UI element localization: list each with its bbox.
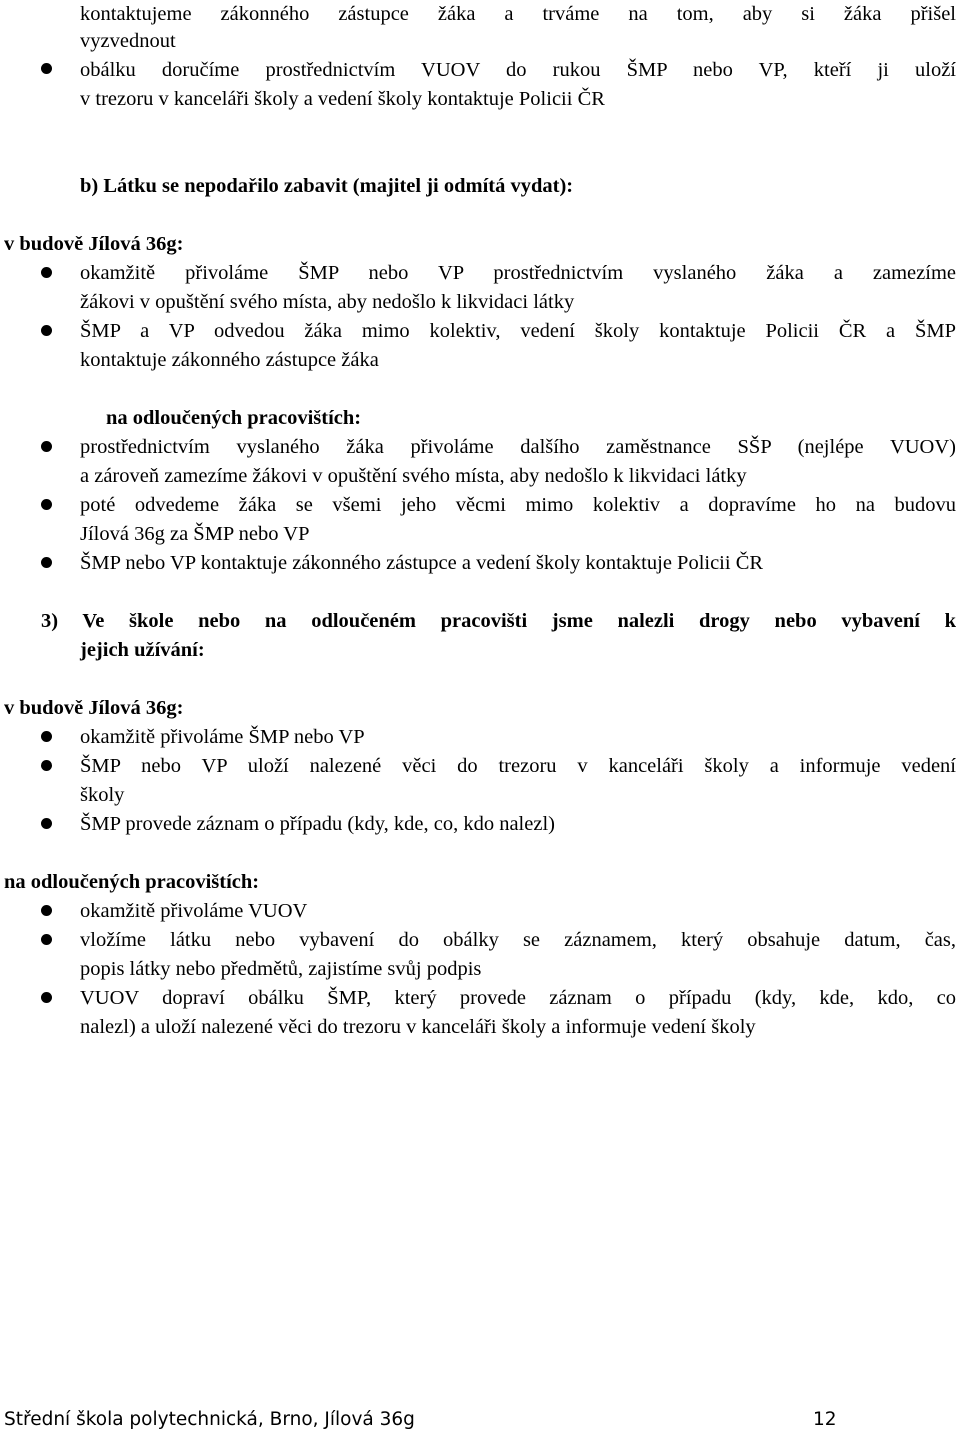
list-item-line: Jílová 36g za ŠMP nebo VP xyxy=(80,523,310,545)
list-item-line: poté odvedeme žáka se všemi jeho věcmi mimo kolektiv a dopravíme ho na budovu xyxy=(80,494,956,516)
bullet-icon xyxy=(41,325,52,336)
list-item-line: ŠMP nebo VP kontaktuje zákonného zástupce a vedení školy kontaktuje Policii ČR xyxy=(80,552,764,574)
bullet-icon xyxy=(41,499,52,510)
intro-bullet-line-1: obálku doručíme prostřednictvím VUOV do rukou ŠMP nebo VP, kteří ji uloží xyxy=(80,59,956,81)
bullet-icon xyxy=(41,731,52,742)
bullet-icon xyxy=(41,760,52,771)
list-item-line: a zároveň zamezíme žákovi v opuštění svého místa, aby nedošlo k likvidaci látky xyxy=(80,465,747,487)
bullet-icon xyxy=(41,267,52,278)
section-3-detached-heading: na odloučených pracovištích: xyxy=(4,871,260,893)
list-item-line: ŠMP a VP odvedou žáka mimo kolektiv, vedení školy kontaktuje Policii ČR a ŠMP xyxy=(80,320,956,342)
bullet-icon xyxy=(41,818,52,829)
list-item-line: okamžitě přivoláme VUOV xyxy=(80,900,308,922)
intro-line-2: vyzvednout xyxy=(80,30,176,52)
intro-bullet-line-2: v trezoru v kanceláři školy a vedení školy kontaktuje Policii ČR xyxy=(80,88,605,110)
list-item-line: žákovi v opuštění svého místa, aby nedošlo k likvidaci látky xyxy=(80,291,575,313)
bullet-icon xyxy=(41,557,52,568)
list-item-line: VUOV dopraví obálku ŠMP, který provede záznam o případu (kdy, kde, kdo, co xyxy=(80,987,956,1009)
list-item-line: školy xyxy=(80,784,125,806)
list-item-line: okamžitě přivoláme ŠMP nebo VP prostřednictvím vyslaného žáka a zamezíme xyxy=(80,262,956,284)
section-b-heading: b) Látku se nepodařilo zabavit (majitel ji odmítá vydat): xyxy=(80,175,574,197)
list-item-line: ŠMP provede záznam o případu (kdy, kde, co, kdo nalezl) xyxy=(80,813,555,835)
section-b-building-heading: v budově Jílová 36g: xyxy=(4,233,184,255)
section-b-detached-heading: na odloučených pracovištích: xyxy=(106,407,362,429)
bullet-icon xyxy=(41,992,52,1003)
page-footer-text: Střední škola polytechnická, Brno, Jílová 36g xyxy=(4,1409,415,1430)
list-item-line: okamžitě přivoláme ŠMP nebo VP xyxy=(80,726,365,748)
list-item-line: ŠMP nebo VP uloží nalezené věci do trezoru v kanceláři školy a informuje vedení xyxy=(80,755,956,777)
section-3-heading-line-2: jejich užívání: xyxy=(80,639,205,661)
intro-line-1: kontaktujeme zákonného zástupce žáka a trváme na tom, aby si žáka přišel xyxy=(80,3,956,25)
page-number: 12 xyxy=(813,1409,837,1430)
list-item-line: vložíme látku nebo vybavení do obálky se záznamem, který obsahuje datum, čas, xyxy=(80,929,956,951)
section-3-heading-line-1: 3) Ve škole nebo na odloučeném pracovišti jsme nalezli drogy nebo vybavení k xyxy=(41,610,956,632)
list-item-line: kontaktuje zákonného zástupce žáka xyxy=(80,349,379,371)
bullet-icon xyxy=(41,441,52,452)
list-item-line: prostřednictvím vyslaného žáka přivoláme dalšího zaměstnance SŠP (nejlépe VUOV) xyxy=(80,436,956,458)
section-3-building-heading: v budově Jílová 36g: xyxy=(4,697,184,719)
bullet-icon xyxy=(41,934,52,945)
bullet-icon xyxy=(41,63,52,74)
list-item-line: nalezl) a uloží nalezené věci do trezoru v kanceláři školy a informuje vedení školy xyxy=(80,1016,756,1038)
bullet-icon xyxy=(41,905,52,916)
list-item-line: popis látky nebo předmětů, zajistíme svůj podpis xyxy=(80,958,482,980)
